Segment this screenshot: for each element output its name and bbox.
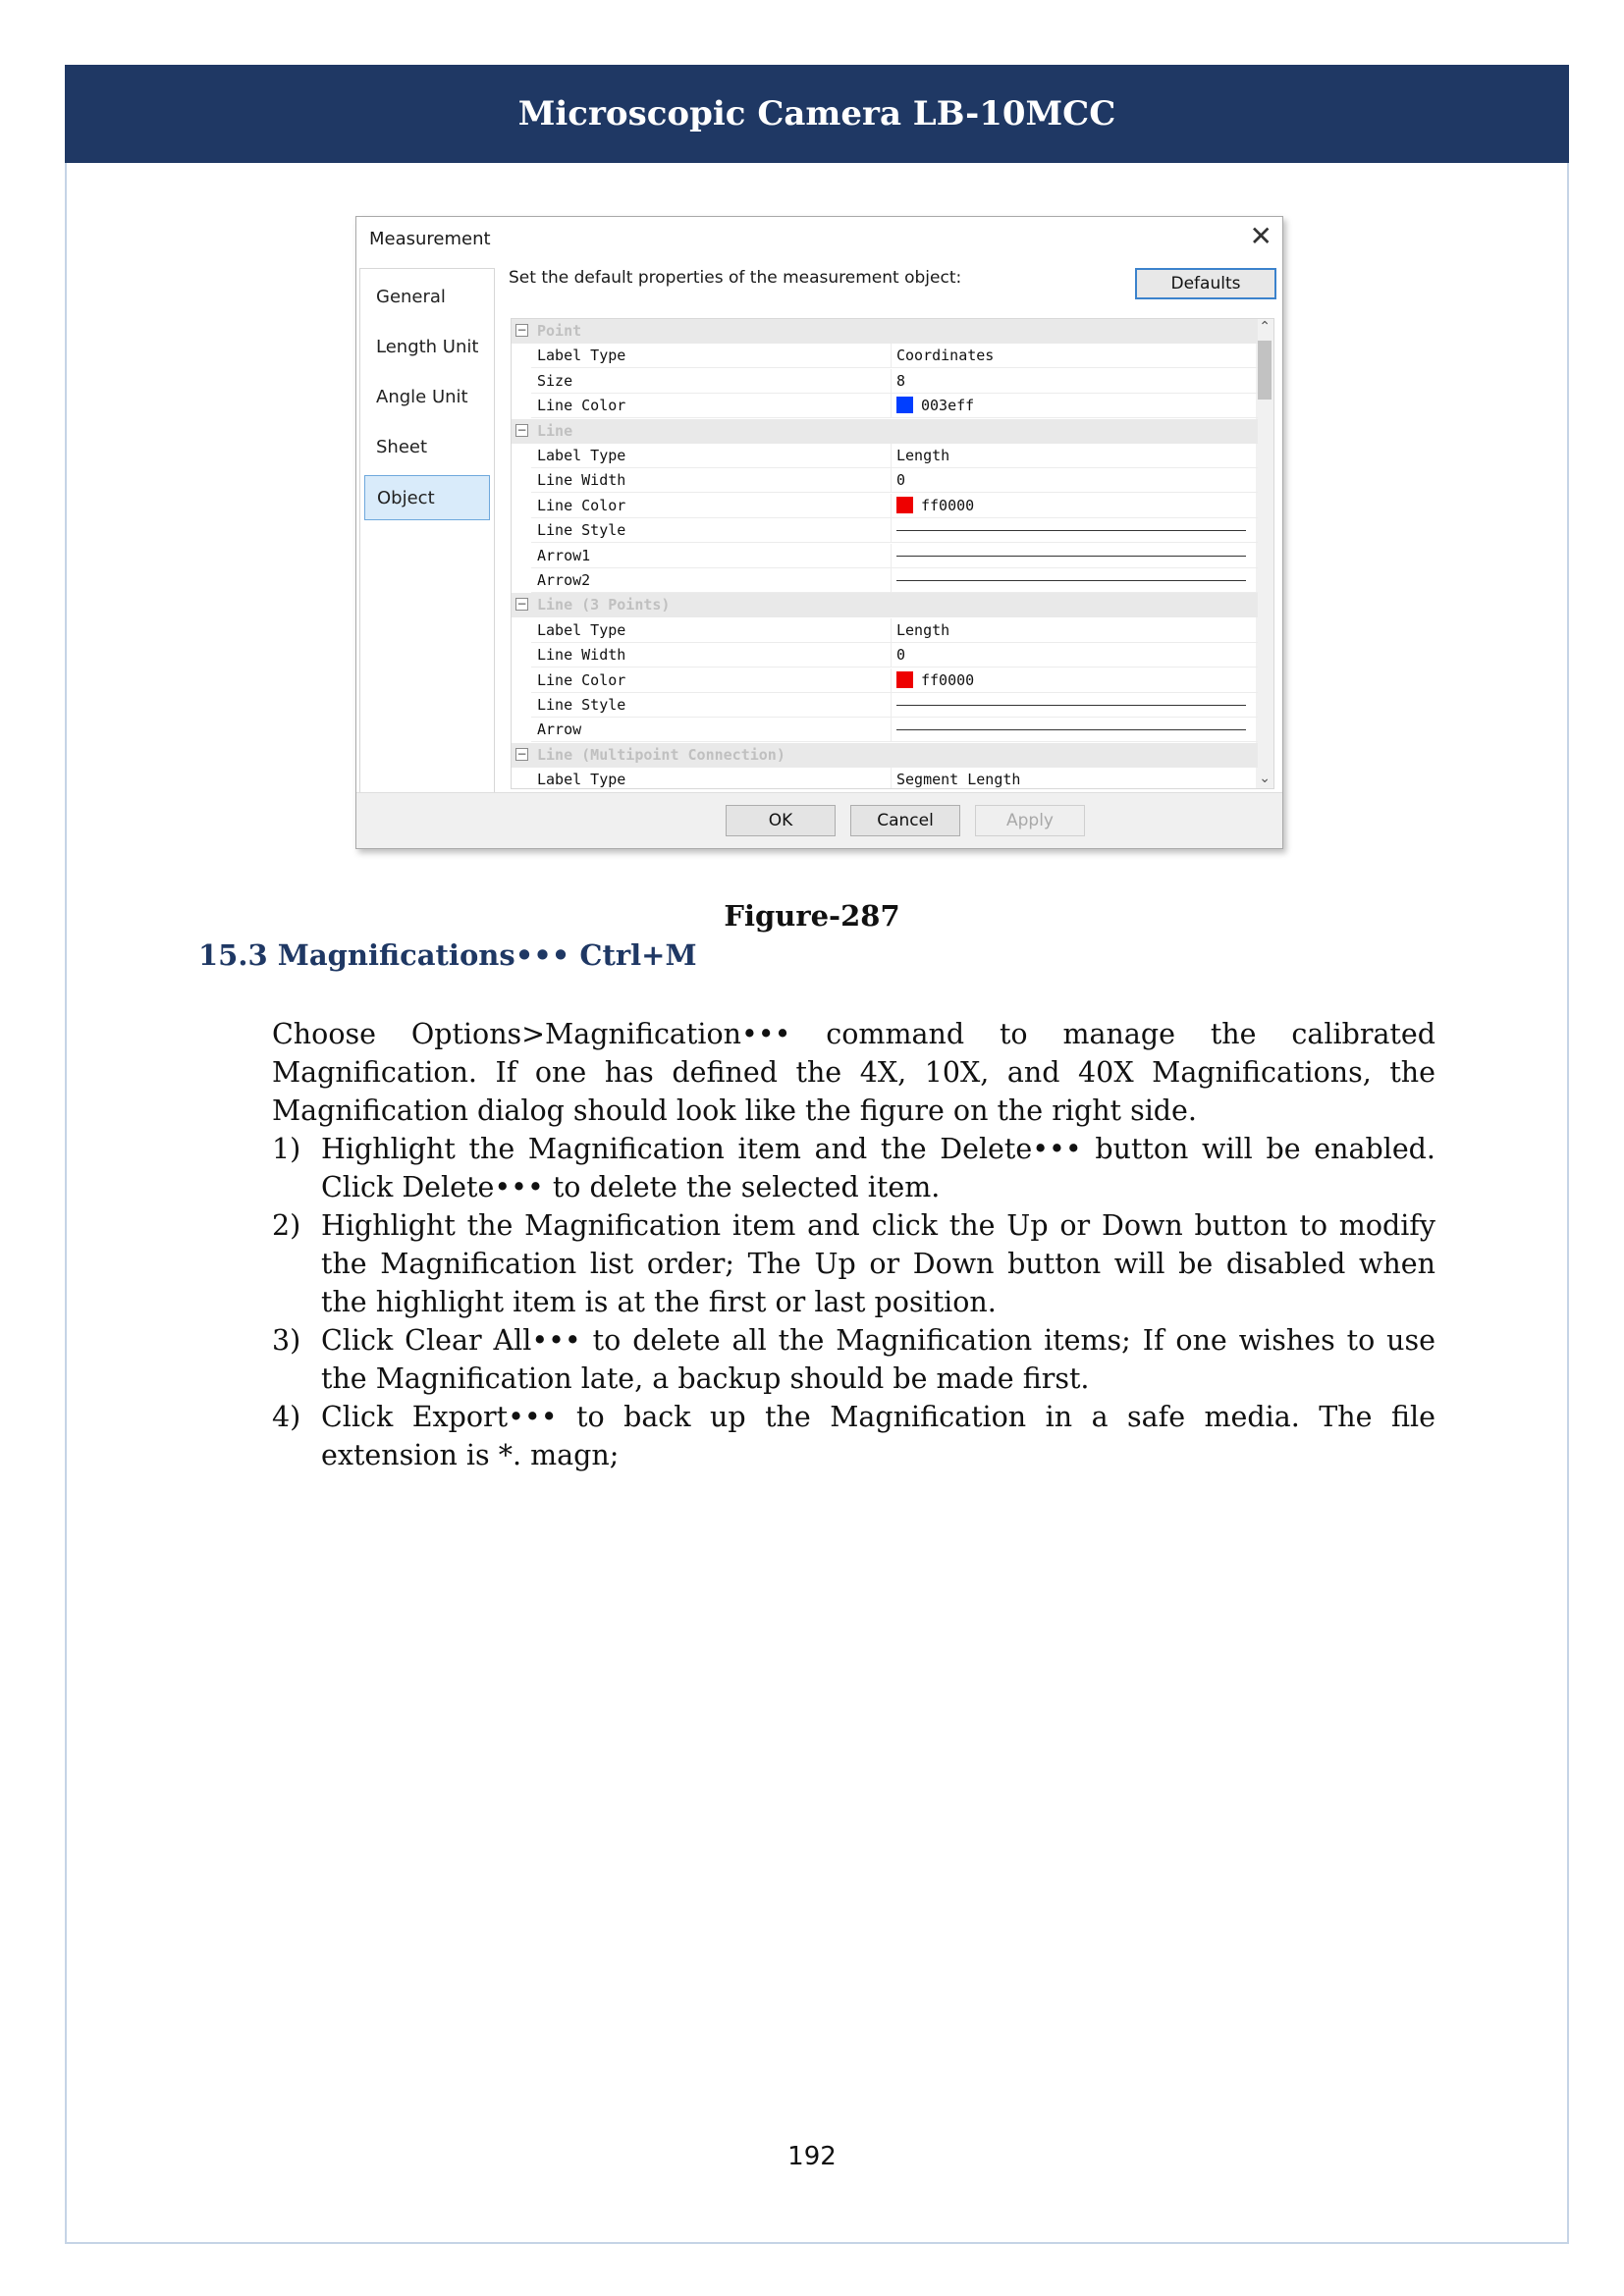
property-value[interactable]	[896, 621, 1250, 643]
nav-item-angle-unit[interactable]: Angle Unit	[376, 387, 468, 407]
property-name: Size	[537, 371, 573, 390]
column-divider	[891, 494, 892, 518]
nav-item-sheet[interactable]: Sheet	[376, 437, 428, 457]
list-text: Highlight the Magnification item and click the Up or Down button to modify the Magnification list order; The Up or Down button will be disabled when the highlight item is at the first or last position.	[321, 1209, 1435, 1318]
property-row[interactable]	[512, 643, 1258, 667]
collapse-icon[interactable]: −	[516, 323, 527, 337]
list-number: 3)	[272, 1324, 301, 1357]
line-style-preview[interactable]	[896, 580, 1246, 581]
property-row[interactable]	[512, 568, 1258, 593]
property-row[interactable]	[512, 768, 1258, 789]
chevron-up-icon[interactable]: ⌃	[1259, 319, 1271, 335]
document-title: Microscopic Camera LB-10MCC	[517, 94, 1116, 133]
category-row-line[interactable]	[512, 419, 1258, 444]
property-value[interactable]	[896, 397, 1250, 418]
column-divider	[891, 544, 892, 568]
nav-item-general[interactable]: General	[376, 287, 446, 307]
property-name: Line Width	[537, 646, 626, 665]
line-style-preview[interactable]	[896, 556, 1246, 557]
list-item	[272, 1130, 1435, 1206]
property-row[interactable]	[512, 369, 1258, 394]
property-row[interactable]	[512, 693, 1258, 718]
property-value-text: Coordinates	[896, 347, 995, 365]
list-text: Click Export••• to back up the Magnification in a safe media. The file extension is *. magn;	[321, 1401, 1435, 1471]
property-name: Arrow	[537, 721, 582, 739]
property-value-text: ff0000	[921, 496, 975, 514]
property-value[interactable]	[896, 671, 1250, 693]
property-value[interactable]	[896, 471, 1250, 493]
intro-paragraph: Choose Options>Magnification••• command to manage the calibrated Magnification. If one has defined the 4X, 10X, and 40X Magnifications, the Magnification dialog should look like the figure on the right side.	[272, 1018, 1435, 1127]
column-divider	[891, 643, 892, 667]
list-number: 4)	[272, 1401, 301, 1433]
list-item	[272, 1398, 1435, 1474]
list-text: Highlight the Magnification item and the Delete••• button will be enabled. Click Delete••• to delete the selected item.	[321, 1133, 1435, 1203]
collapse-icon[interactable]: −	[516, 422, 527, 437]
instruction-list	[272, 1130, 1435, 1474]
property-row[interactable]	[512, 518, 1258, 543]
property-name: Line Width	[537, 471, 626, 490]
column-divider	[891, 668, 892, 693]
section-heading: 15.3 Magnifications••• Ctrl+M	[198, 938, 697, 972]
property-name: Arrow1	[537, 546, 591, 564]
property-row[interactable]	[512, 718, 1258, 742]
category-row-line-multipoint-connection[interactable]	[512, 743, 1258, 768]
column-divider	[891, 718, 892, 742]
category-name: Line (3 Points)	[537, 596, 671, 614]
property-value-text: Segment Length	[896, 771, 1021, 789]
property-row[interactable]	[512, 344, 1258, 368]
property-grid	[511, 318, 1274, 789]
column-divider	[891, 344, 892, 368]
nav-item-object[interactable]: Object	[364, 475, 490, 520]
ok-button[interactable]: OK	[726, 805, 836, 836]
chevron-down-icon[interactable]: ⌄	[1259, 771, 1271, 786]
property-value[interactable]	[896, 347, 1250, 368]
property-value[interactable]	[896, 372, 1250, 394]
property-row[interactable]	[512, 468, 1258, 493]
grid-scrollbar[interactable]	[1256, 319, 1273, 788]
property-value-text: Length	[896, 620, 950, 639]
property-name: Arrow2	[537, 571, 591, 589]
property-row[interactable]	[512, 668, 1258, 693]
measurement-dialog	[355, 216, 1283, 849]
column-divider	[891, 518, 892, 543]
property-row[interactable]	[512, 618, 1258, 643]
property-name: Line Color	[537, 397, 626, 415]
property-row[interactable]	[512, 544, 1258, 568]
list-number: 2)	[272, 1209, 301, 1242]
nav-item-length-unit[interactable]: Length Unit	[376, 337, 479, 357]
property-name: Line Style	[537, 521, 626, 540]
category-name: Point	[537, 322, 582, 340]
column-divider	[891, 693, 892, 718]
property-row[interactable]	[512, 444, 1258, 468]
column-divider	[891, 394, 892, 418]
column-divider	[891, 568, 892, 593]
category-row-point[interactable]	[512, 319, 1258, 344]
collapse-icon[interactable]: −	[516, 746, 527, 761]
apply-button[interactable]: Apply	[975, 805, 1085, 836]
property-row[interactable]	[512, 494, 1258, 518]
dialog-footer	[356, 792, 1282, 848]
property-value-text: 003eff	[921, 397, 975, 415]
property-name: Label Type	[537, 771, 626, 789]
property-value-text: 8	[896, 371, 906, 390]
scroll-thumb[interactable]	[1258, 341, 1272, 400]
defaults-button[interactable]: Defaults	[1135, 268, 1276, 299]
column-divider	[891, 618, 892, 643]
property-name: Label Type	[537, 347, 626, 365]
property-value-text: Length	[896, 447, 950, 464]
column-divider	[891, 444, 892, 468]
property-value-text: 0	[896, 646, 906, 665]
page-number: 192	[787, 2142, 837, 2171]
column-divider	[891, 768, 892, 789]
list-item	[272, 1206, 1435, 1321]
column-divider	[891, 468, 892, 493]
line-style-preview[interactable]	[896, 705, 1246, 706]
category-row-line-3-points[interactable]	[512, 593, 1258, 617]
color-swatch	[896, 397, 913, 413]
cancel-button[interactable]: Cancel	[850, 805, 960, 836]
dialog-title: Measurement	[369, 229, 491, 249]
dialog-prompt: Set the default properties of the measurement object:	[509, 268, 962, 288]
category-nav	[359, 268, 495, 798]
property-value[interactable]	[896, 497, 1250, 518]
line-style-preview[interactable]	[896, 729, 1246, 730]
property-name: Line Style	[537, 696, 626, 714]
color-swatch	[896, 497, 913, 513]
column-divider	[891, 369, 892, 394]
category-name: Line (Multipoint Connection)	[537, 745, 785, 764]
property-value-text: ff0000	[921, 670, 975, 689]
property-value-text: 0	[896, 471, 906, 490]
list-text: Click Clear All••• to delete all the Magnification items; If one wishes to use the Magnification late, a backup should be made first.	[321, 1324, 1435, 1395]
category-name: Line	[537, 421, 573, 440]
close-icon[interactable]: ✕	[1249, 220, 1272, 252]
property-name: Line Color	[537, 670, 626, 689]
property-value[interactable]	[896, 447, 1250, 468]
property-row[interactable]	[512, 394, 1258, 418]
body-text	[272, 1015, 1435, 1474]
color-swatch	[896, 671, 913, 688]
list-number: 1)	[272, 1133, 301, 1165]
property-value[interactable]	[896, 771, 1250, 789]
property-name: Label Type	[537, 620, 626, 639]
list-item	[272, 1321, 1435, 1398]
collapse-icon[interactable]: −	[516, 597, 527, 612]
property-name: Label Type	[537, 447, 626, 464]
property-value[interactable]	[896, 646, 1250, 667]
line-style-preview[interactable]	[896, 530, 1246, 531]
figure-caption: Figure-287	[724, 899, 900, 933]
property-name: Line Color	[537, 496, 626, 514]
